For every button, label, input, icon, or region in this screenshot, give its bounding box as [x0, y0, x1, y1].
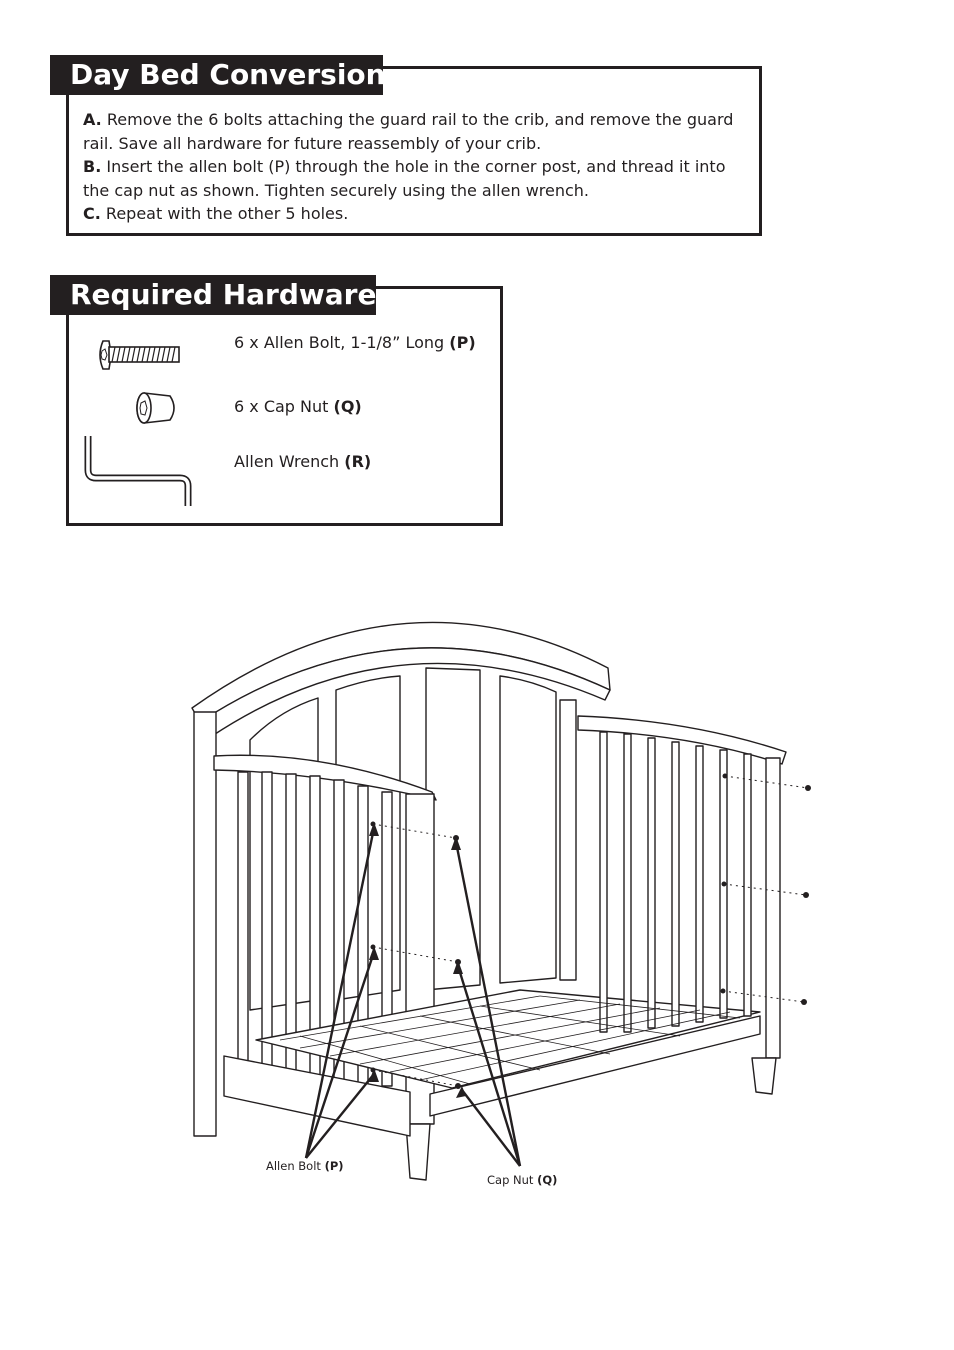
callout-bolt-code: (P)	[324, 1159, 344, 1173]
step-c	[83, 202, 743, 226]
step-a-letter: A.	[83, 110, 102, 129]
nut-label: 6 x Cap Nut	[234, 397, 329, 416]
callout-nut-code: (Q)	[537, 1173, 558, 1187]
cap-nut-icon	[132, 388, 182, 428]
step-b-text: Insert the allen bolt (P) through the hole in the corner post, and thread it into the cap nut as shown. Tighten securely using the allen wrench.	[83, 157, 726, 200]
step-a	[83, 108, 743, 155]
hardware-title: Required Hardware	[50, 275, 376, 315]
step-b	[83, 155, 743, 202]
cap-nut-callout	[487, 1173, 557, 1187]
step-c-letter: C.	[83, 204, 101, 223]
wrench-label: Allen Wrench	[234, 452, 340, 471]
conversion-steps	[83, 108, 743, 226]
hardware-item-bolt	[234, 333, 476, 352]
callout-nut-label: Cap Nut	[487, 1173, 534, 1187]
nut-code: (Q)	[333, 397, 362, 416]
allen-bolt-callout	[266, 1159, 344, 1173]
conversion-title: Day Bed Conversion	[50, 55, 383, 95]
hardware-item-wrench	[234, 452, 371, 471]
callout-bolt-label: Allen Bolt	[266, 1159, 321, 1173]
bolt-code: (P)	[449, 333, 476, 352]
step-c-text: Repeat with the other 5 holes.	[105, 204, 349, 223]
allen-bolt-icon	[95, 335, 185, 375]
bolt-label: 6 x Allen Bolt, 1-1/8” Long	[234, 333, 445, 352]
allen-wrench-icon	[80, 430, 200, 512]
hardware-item-nut	[234, 397, 362, 416]
daybed-diagram	[0, 600, 954, 1220]
step-a-text: Remove the 6 bolts attaching the guard rail to the crib, and remove the guard rail. Save all hardware for future reassembly of your crib.	[83, 110, 734, 153]
wrench-code: (R)	[344, 452, 372, 471]
step-b-letter: B.	[83, 157, 102, 176]
